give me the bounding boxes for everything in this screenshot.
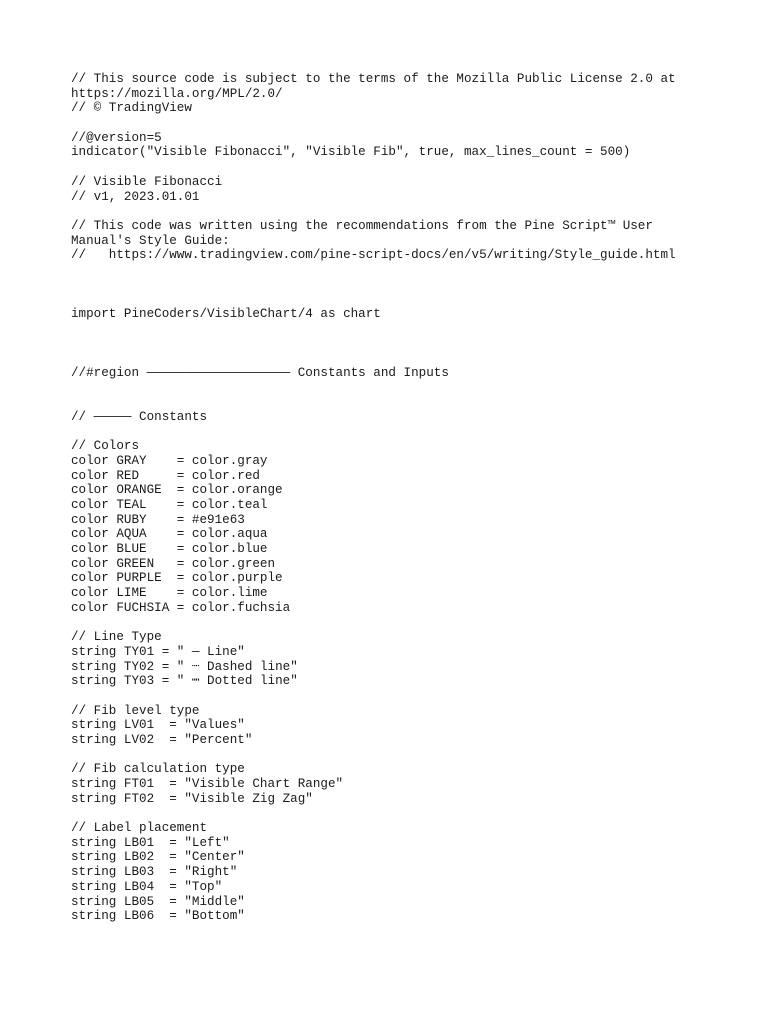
code-line (71, 351, 751, 366)
code-line (71, 292, 751, 307)
code-line (71, 748, 751, 763)
code-line (71, 263, 751, 278)
code-line: string TY01 = " — Line" (71, 644, 245, 659)
code-line: string LB05 = "Middle" (71, 894, 245, 909)
code-line: // This code was written using the recommendations from the Pine Script™ User (71, 218, 653, 233)
code-line: string LB01 = "Left" (71, 835, 230, 850)
code-line: // Fib calculation type (71, 762, 245, 777)
code-line: string LB04 = "Top" (71, 879, 223, 894)
code-line (71, 380, 751, 395)
code-line: // https://www.tradingview.com/pine-script-docs/en/v5/writing/Style_guide.html (71, 248, 676, 263)
code-line: color AQUA = color.aqua (71, 527, 268, 542)
code-line: // Line Type (71, 630, 162, 645)
code-line: string TY02 = " ┈ Dashed line" (71, 659, 298, 674)
code-line: string LB03 = "Right" (71, 865, 238, 880)
code-line: // Colors (71, 439, 140, 454)
code-line: color LIME = color.lime (71, 586, 268, 601)
code-line: // v1, 2023.01.01 (71, 189, 200, 204)
code-line: color TEAL = color.teal (71, 497, 268, 512)
code-line: color RUBY = #e91e63 (71, 512, 245, 527)
code-line: string LB06 = "Bottom" (71, 909, 245, 924)
code-line: string FT01 = "Visible Chart Range" (71, 777, 344, 791)
code-line: string TY03 = " ┉ Dotted line" (71, 674, 298, 689)
code-line (71, 689, 751, 704)
code-line: color PURPLE = color.purple (71, 571, 283, 586)
code-line (71, 278, 751, 293)
code-line (71, 425, 751, 440)
code-line: // © TradingView (71, 101, 192, 116)
code-line: https://mozilla.org/MPL/2.0/ (71, 86, 283, 101)
code-line (71, 615, 751, 630)
code-line: //@version=5 (71, 130, 162, 145)
code-line (71, 160, 751, 175)
code-line: color FUCHSIA = color.fuchsia (71, 600, 291, 615)
code-line: import PineCoders/VisibleChart/4 as chart (71, 307, 381, 321)
code-line: color GREEN = color.green (71, 556, 276, 571)
code-line: // ————— Constants (71, 409, 208, 424)
code-line: Manual's Style Guide: (71, 233, 230, 248)
code-line: // Label placement (71, 821, 208, 836)
code-line: string LV01 = "Values" (71, 718, 245, 733)
code-line: indicator("Visible Fibonacci", "Visible Fib", true, max_lines_count = 500) (71, 145, 631, 160)
code-line: // Visible Fibonacci (71, 174, 223, 189)
code-line (71, 116, 751, 131)
code-line: string LV02 = "Percent" (71, 732, 253, 747)
code-line: // Fib level type (71, 703, 200, 718)
code-line: string FT02 = "Visible Zig Zag" (71, 791, 313, 806)
source-code-block (71, 72, 751, 924)
code-line (71, 806, 751, 821)
code-line: string LB02 = "Center" (71, 850, 245, 865)
code-line: // This source code is subject to the terms of the Mozilla Public License 2.0 at (71, 72, 676, 86)
code-line: color BLUE = color.blue (71, 542, 268, 556)
code-line: color ORANGE = color.orange (71, 483, 283, 498)
code-line: //#region ——————————————————— Constants and Inputs (71, 365, 449, 380)
code-line (71, 322, 751, 337)
code-line: color RED = color.red (71, 468, 260, 483)
code-line (71, 395, 751, 410)
code-line (71, 204, 751, 219)
code-line (71, 336, 751, 351)
code-line: color GRAY = color.gray (71, 453, 268, 468)
